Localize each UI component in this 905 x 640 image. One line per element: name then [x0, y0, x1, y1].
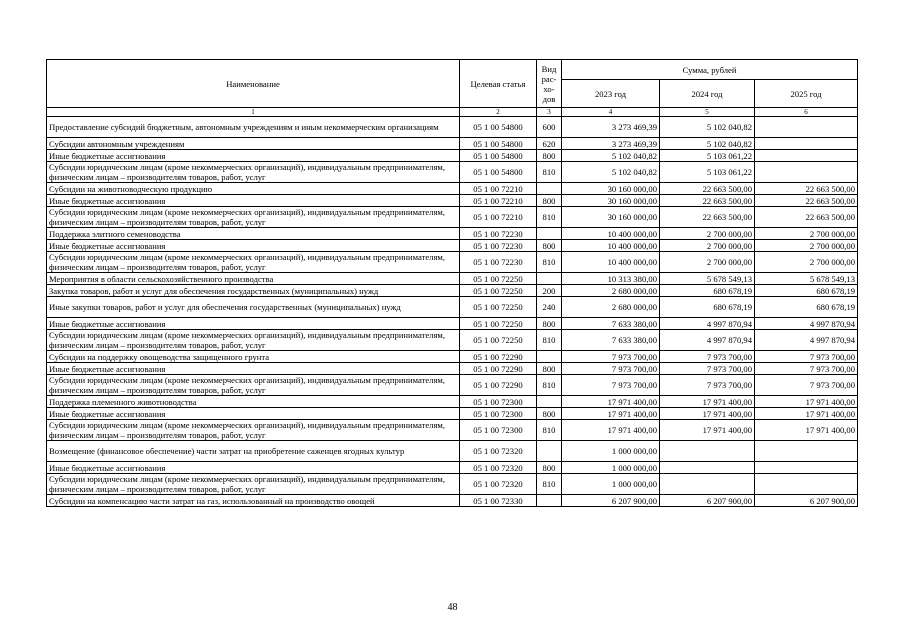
row-target-article-cell: 05 1 00 54800: [460, 117, 537, 138]
row-sum-2023-cell: 30 160 000,00: [562, 195, 660, 207]
row-sum-2023-cell: 17 971 400,00: [562, 396, 660, 408]
row-sum-2025-cell: 17 971 400,00: [755, 396, 858, 408]
row-expense-type-cell: [537, 273, 562, 285]
row-sum-2024-cell: 5 102 040,82: [660, 138, 755, 150]
row-expense-type-cell: [537, 351, 562, 363]
row-target-article-cell: 05 1 00 72300: [460, 420, 537, 441]
row-sum-2023-cell: 10 313 380,00: [562, 273, 660, 285]
row-sum-2023-cell: 17 971 400,00: [562, 408, 660, 420]
header-year-2024: 2024 год: [660, 80, 755, 108]
row-target-article-cell: 05 1 00 72210: [460, 207, 537, 228]
row-expense-type-cell: 800: [537, 318, 562, 330]
row-target-article-cell: 05 1 00 72290: [460, 375, 537, 396]
row-expense-type-cell: 800: [537, 363, 562, 375]
row-name-cell: Субсидии юридическим лицам (кроме некоммерческих организаций), индивидуальным предпринимателям, физическим лицам – производителям товаров, работ, услуг: [47, 252, 460, 273]
row-target-article-cell: 05 1 00 72250: [460, 273, 537, 285]
row-name-cell: Субсидии юридическим лицам (кроме некоммерческих организаций), индивидуальным предпринимателям, физическим лицам – производителям товаров, работ, услуг: [47, 420, 460, 441]
row-sum-2025-cell: 680 678,19: [755, 297, 858, 318]
row-sum-2024-cell: 680 678,19: [660, 297, 755, 318]
row-sum-2025-cell: 17 971 400,00: [755, 408, 858, 420]
row-sum-2023-cell: 30 160 000,00: [562, 207, 660, 228]
row-name-cell: Субсидии на животноводческую продукцию: [47, 183, 460, 195]
row-target-article-cell: 05 1 00 54800: [460, 162, 537, 183]
row-expense-type-cell: 810: [537, 252, 562, 273]
row-expense-type-cell: 800: [537, 408, 562, 420]
row-name-cell: Мероприятия в области сельскохозяйственного производства: [47, 273, 460, 285]
table-row: [47, 252, 858, 273]
row-target-article-cell: 05 1 00 72250: [460, 285, 537, 297]
row-name-cell: Иные бюджетные ассигнования: [47, 195, 460, 207]
row-sum-2025-cell: 5 678 549,13: [755, 273, 858, 285]
row-sum-2025-cell: 22 663 500,00: [755, 207, 858, 228]
row-sum-2025-cell: [755, 150, 858, 162]
row-expense-type-cell: 810: [537, 207, 562, 228]
row-name-cell: Субсидии юридическим лицам (кроме некоммерческих организаций), индивидуальным предпринимателям, физическим лицам – производителям товаров, работ, услуг: [47, 474, 460, 495]
row-sum-2023-cell: 17 971 400,00: [562, 420, 660, 441]
row-sum-2024-cell: 7 973 700,00: [660, 351, 755, 363]
row-sum-2023-cell: 10 400 000,00: [562, 252, 660, 273]
row-sum-2025-cell: 6 207 900,00: [755, 495, 858, 507]
row-sum-2024-cell: 22 663 500,00: [660, 183, 755, 195]
table-row: [47, 363, 858, 375]
row-target-article-cell: 05 1 00 72210: [460, 183, 537, 195]
row-sum-2023-cell: 7 973 700,00: [562, 375, 660, 396]
row-sum-2025-cell: 4 997 870,94: [755, 318, 858, 330]
row-sum-2024-cell: [660, 441, 755, 462]
row-sum-2023-cell: 2 680 000,00: [562, 285, 660, 297]
column-number: 3: [537, 108, 562, 117]
row-target-article-cell: 05 1 00 72250: [460, 297, 537, 318]
column-number: 5: [660, 108, 755, 117]
table-row: [47, 162, 858, 183]
row-sum-2025-cell: 7 973 700,00: [755, 363, 858, 375]
row-sum-2024-cell: 2 700 000,00: [660, 240, 755, 252]
row-sum-2023-cell: 1 000 000,00: [562, 441, 660, 462]
row-sum-2023-cell: 6 207 900,00: [562, 495, 660, 507]
row-sum-2024-cell: 5 678 549,13: [660, 273, 755, 285]
row-sum-2024-cell: 6 207 900,00: [660, 495, 755, 507]
row-sum-2023-cell: 7 973 700,00: [562, 351, 660, 363]
row-expense-type-cell: 800: [537, 195, 562, 207]
row-sum-2024-cell: 4 997 870,94: [660, 318, 755, 330]
row-sum-2023-cell: 10 400 000,00: [562, 240, 660, 252]
row-name-cell: Иные бюджетные ассигнования: [47, 318, 460, 330]
row-sum-2023-cell: 3 273 469,39: [562, 138, 660, 150]
row-expense-type-cell: 800: [537, 462, 562, 474]
row-name-cell: Иные бюджетные ассигнования: [47, 150, 460, 162]
table-row: [47, 330, 858, 351]
row-sum-2025-cell: [755, 117, 858, 138]
row-target-article-cell: 05 1 00 72230: [460, 240, 537, 252]
row-expense-type-cell: 800: [537, 240, 562, 252]
header-name: Наименование: [47, 60, 460, 108]
row-sum-2023-cell: 7 973 700,00: [562, 363, 660, 375]
page-number: 48: [447, 602, 458, 613]
row-name-cell: Субсидии на поддержку овощеводства защищенного грунта: [47, 351, 460, 363]
row-sum-2023-cell: 2 680 000,00: [562, 297, 660, 318]
row-sum-2025-cell: [755, 138, 858, 150]
row-name-cell: Субсидии юридическим лицам (кроме некоммерческих организаций), индивидуальным предпринимателям, физическим лицам – производителям товаров, работ, услуг: [47, 207, 460, 228]
row-expense-type-cell: [537, 228, 562, 240]
table-row: [47, 474, 858, 495]
table-row: [47, 228, 858, 240]
row-sum-2025-cell: 17 971 400,00: [755, 420, 858, 441]
table-row: [47, 420, 858, 441]
row-sum-2023-cell: 10 400 000,00: [562, 228, 660, 240]
row-sum-2024-cell: 17 971 400,00: [660, 420, 755, 441]
table-row: [47, 273, 858, 285]
table-row: [47, 441, 858, 462]
row-sum-2023-cell: 1 000 000,00: [562, 462, 660, 474]
row-expense-type-cell: 810: [537, 330, 562, 351]
row-sum-2024-cell: 7 973 700,00: [660, 363, 755, 375]
table-row: [47, 495, 858, 507]
table-row: [47, 375, 858, 396]
table-row: [47, 138, 858, 150]
row-target-article-cell: 05 1 00 72300: [460, 408, 537, 420]
row-name-cell: Предоставление субсидий бюджетным, автономным учреждениям и иным некоммерческим организациям: [47, 117, 460, 138]
row-sum-2024-cell: 7 973 700,00: [660, 375, 755, 396]
row-target-article-cell: 05 1 00 72300: [460, 396, 537, 408]
row-sum-2024-cell: 22 663 500,00: [660, 195, 755, 207]
row-name-cell: Возмещение (финансовое обеспечение) части затрат на приобретение саженцев ягодных культур: [47, 441, 460, 462]
row-name-cell: Субсидии автономным учреждениям: [47, 138, 460, 150]
header-expense-type: Вид рас-хо-дов: [537, 60, 562, 108]
row-sum-2024-cell: 17 971 400,00: [660, 396, 755, 408]
table-row: [47, 150, 858, 162]
row-sum-2024-cell: 2 700 000,00: [660, 228, 755, 240]
table-row: [47, 408, 858, 420]
budget-table: [46, 59, 858, 507]
row-name-cell: Поддержка элитного семеноводства: [47, 228, 460, 240]
row-target-article-cell: 05 1 00 54800: [460, 138, 537, 150]
row-sum-2024-cell: 2 700 000,00: [660, 252, 755, 273]
row-expense-type-cell: 600: [537, 117, 562, 138]
row-sum-2023-cell: 7 633 380,00: [562, 318, 660, 330]
row-name-cell: Субсидии юридическим лицам (кроме некоммерческих организаций), индивидуальным предпринимателям, физическим лицам – производителям товаров, работ, услуг: [47, 330, 460, 351]
row-target-article-cell: 05 1 00 72230: [460, 252, 537, 273]
row-sum-2024-cell: [660, 474, 755, 495]
row-expense-type-cell: 800: [537, 150, 562, 162]
row-sum-2025-cell: 22 663 500,00: [755, 195, 858, 207]
row-expense-type-cell: 620: [537, 138, 562, 150]
table-row: [47, 207, 858, 228]
table-row: [47, 318, 858, 330]
row-sum-2025-cell: 4 997 870,94: [755, 330, 858, 351]
table-row: [47, 195, 858, 207]
row-expense-type-cell: 810: [537, 420, 562, 441]
row-name-cell: Поддержка племенного животноводства: [47, 396, 460, 408]
row-name-cell: Иные бюджетные ассигнования: [47, 363, 460, 375]
row-sum-2023-cell: 5 102 040,82: [562, 162, 660, 183]
row-target-article-cell: 05 1 00 72250: [460, 330, 537, 351]
row-sum-2025-cell: 22 663 500,00: [755, 183, 858, 195]
row-expense-type-cell: 810: [537, 162, 562, 183]
row-sum-2025-cell: 7 973 700,00: [755, 351, 858, 363]
row-sum-2025-cell: 2 700 000,00: [755, 228, 858, 240]
row-sum-2025-cell: 680 678,19: [755, 285, 858, 297]
row-sum-2023-cell: 3 273 469,39: [562, 117, 660, 138]
row-name-cell: Иные бюджетные ассигнования: [47, 408, 460, 420]
row-sum-2025-cell: 2 700 000,00: [755, 252, 858, 273]
row-sum-2025-cell: 7 973 700,00: [755, 375, 858, 396]
row-sum-2024-cell: 5 103 061,22: [660, 162, 755, 183]
row-sum-2023-cell: 7 633 380,00: [562, 330, 660, 351]
header-sum: Сумма, рублей: [562, 60, 858, 80]
column-number: 1: [47, 108, 460, 117]
row-sum-2024-cell: 680 678,19: [660, 285, 755, 297]
row-sum-2025-cell: 2 700 000,00: [755, 240, 858, 252]
row-sum-2023-cell: 1 000 000,00: [562, 474, 660, 495]
table-row: [47, 117, 858, 138]
table-row: [47, 351, 858, 363]
row-expense-type-cell: [537, 495, 562, 507]
row-sum-2023-cell: 5 102 040,82: [562, 150, 660, 162]
row-expense-type-cell: [537, 183, 562, 195]
header-year-2023: 2023 год: [562, 80, 660, 108]
row-sum-2025-cell: [755, 162, 858, 183]
row-target-article-cell: 05 1 00 72290: [460, 351, 537, 363]
header-target-article: Целевая статья: [460, 60, 537, 108]
row-target-article-cell: 05 1 00 72330: [460, 495, 537, 507]
row-expense-type-cell: 810: [537, 474, 562, 495]
column-number: 6: [755, 108, 858, 117]
row-sum-2024-cell: [660, 462, 755, 474]
row-sum-2025-cell: [755, 474, 858, 495]
column-number: 4: [562, 108, 660, 117]
column-number-row: [47, 108, 858, 117]
row-sum-2024-cell: 4 997 870,94: [660, 330, 755, 351]
row-sum-2024-cell: 22 663 500,00: [660, 207, 755, 228]
row-target-article-cell: 05 1 00 72210: [460, 195, 537, 207]
row-name-cell: Иные бюджетные ассигнования: [47, 240, 460, 252]
row-name-cell: Субсидии юридическим лицам (кроме некоммерческих организаций), индивидуальным предпринимателям, физическим лицам – производителям товаров, работ, услуг: [47, 162, 460, 183]
row-name-cell: Субсидии на компенсацию части затрат на газ, использованный на производство овощей: [47, 495, 460, 507]
row-expense-type-cell: [537, 441, 562, 462]
row-target-article-cell: 05 1 00 72250: [460, 318, 537, 330]
row-expense-type-cell: 810: [537, 375, 562, 396]
table-row: [47, 462, 858, 474]
row-name-cell: Иные закупки товаров, работ и услуг для обеспечения государственных (муниципальных) нужд: [47, 297, 460, 318]
table-row: [47, 183, 858, 195]
row-target-article-cell: 05 1 00 72320: [460, 462, 537, 474]
table-row: [47, 396, 858, 408]
row-sum-2023-cell: 30 160 000,00: [562, 183, 660, 195]
row-target-article-cell: 05 1 00 54800: [460, 150, 537, 162]
row-target-article-cell: 05 1 00 72320: [460, 441, 537, 462]
row-target-article-cell: 05 1 00 72320: [460, 474, 537, 495]
row-name-cell: Закупка товаров, работ и услуг для обеспечения государственных (муниципальных) нужд: [47, 285, 460, 297]
row-target-article-cell: 05 1 00 72290: [460, 363, 537, 375]
table-row: [47, 297, 858, 318]
row-expense-type-cell: [537, 396, 562, 408]
row-sum-2025-cell: [755, 462, 858, 474]
column-number: 2: [460, 108, 537, 117]
row-expense-type-cell: 240: [537, 297, 562, 318]
row-name-cell: Иные бюджетные ассигнования: [47, 462, 460, 474]
table-row: [47, 240, 858, 252]
row-sum-2024-cell: 5 103 061,22: [660, 150, 755, 162]
table-body: [47, 117, 858, 507]
row-expense-type-cell: 200: [537, 285, 562, 297]
header-year-2025: 2025 год: [755, 80, 858, 108]
row-sum-2024-cell: 5 102 040,82: [660, 117, 755, 138]
row-target-article-cell: 05 1 00 72230: [460, 228, 537, 240]
row-name-cell: Субсидии юридическим лицам (кроме некоммерческих организаций), индивидуальным предпринимателям, физическим лицам – производителям товаров, работ, услуг: [47, 375, 460, 396]
row-sum-2024-cell: 17 971 400,00: [660, 408, 755, 420]
row-sum-2025-cell: [755, 441, 858, 462]
table-row: [47, 285, 858, 297]
